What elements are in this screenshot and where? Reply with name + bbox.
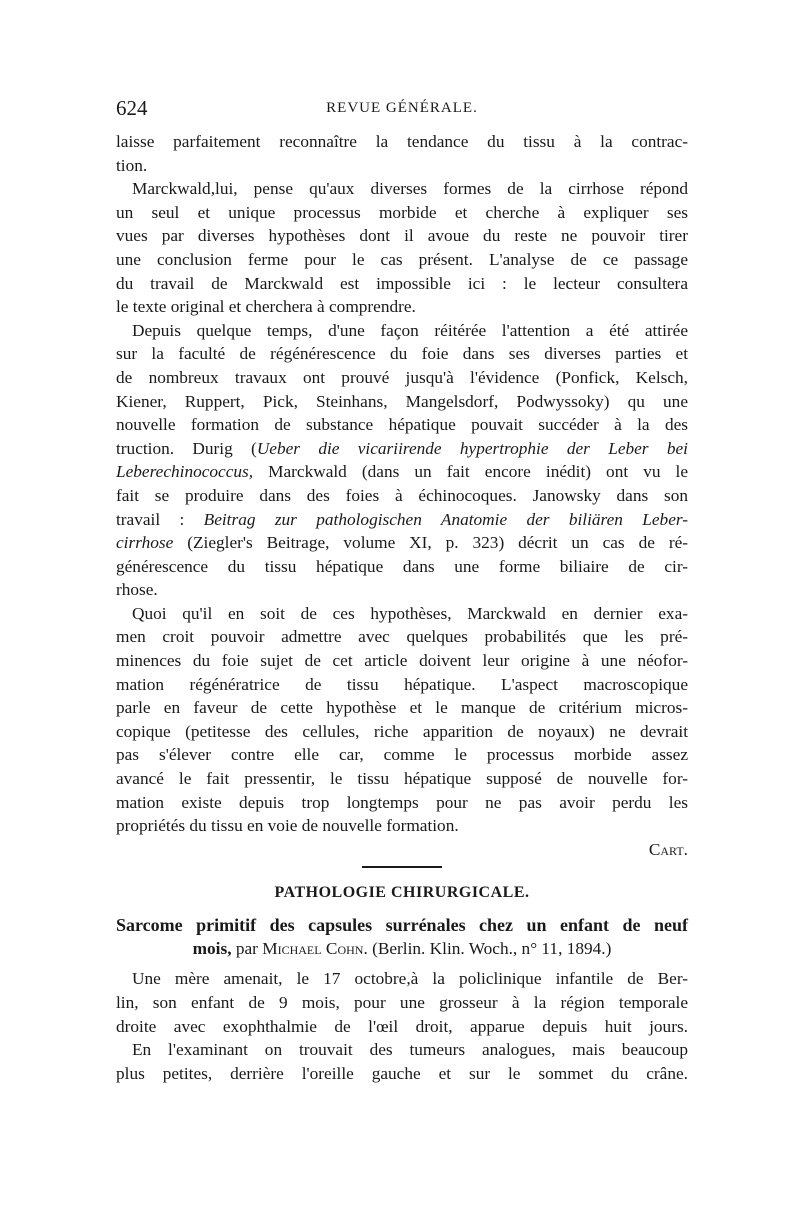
text-line: Kiener, Ruppert, Pick, Steinhans, Mangelsdorf, Podwyssoky) qu une (116, 391, 688, 411)
text-line: Marckwald,lui, pense qu'aux diverses formes de la cirrhose répond (132, 179, 688, 199)
text-line (116, 531, 688, 555)
text-line: rhose. (116, 580, 158, 600)
text-run: Marckwald (dans un fait encore inédit) ont vu le (253, 462, 688, 482)
text-line: minences du foie sujet de cet article doivent leur origine à une néofor- (116, 651, 688, 671)
text-line: propriétés du tissu en voie de nouvelle formation. (116, 816, 459, 836)
text-line: Quoi qu'il en soit de ces hypothèses, Marckwald en dernier exa- (132, 603, 688, 623)
text-line: nouvelle formation de substance hépatique pouvait succéder à la des (116, 415, 688, 435)
page-body (116, 130, 688, 1085)
text-line: fait se produire dans des foies à échinocoques. Janowsky dans son (116, 485, 688, 505)
running-title: REVUE GÉNÉRALE. (326, 100, 478, 116)
article-title-end: mois, (192, 939, 232, 959)
cited-title: cirrhose (116, 533, 174, 553)
section-title: PATHOLOGIE CHIRURGICALE. (274, 884, 530, 902)
running-header (116, 96, 688, 122)
author-signature: Cart. (648, 839, 688, 859)
article-citation: . (Berlin. Klin. Woch., n° 11, 1894.) (363, 939, 612, 959)
cited-title: Ueber die vicariirende hypertrophie der Leber bei (256, 438, 688, 458)
text-line: générescence du tissu hépatique dans une forme biliaire de cir- (116, 556, 688, 576)
text-line: plus petites, derrière l'oreille gauche et sur le sommet du crâne. (116, 1063, 688, 1083)
text-line: de nombreux travaux ont prouvé jusqu'à l'évidence (Ponfick, Kelsch, (116, 367, 688, 387)
article-title: Sarcome primitif des capsules surrénales chez un enfant de neuf (116, 915, 688, 936)
text-line: droite avec exophthalmie de l'œil droit, apparue depuis huit jours. (116, 1016, 688, 1036)
text-line: parle en faveur de cette hypothèse et le manque de critérium micros- (116, 698, 688, 718)
text-line: Une mère amenait, le 17 octobre,à la policlinique infantile de Ber- (132, 969, 688, 989)
text-line: du travail de Marckwald est impossible ici : le lecteur consultera (116, 273, 688, 293)
page-number: 624 (116, 96, 148, 120)
text-line: une conclusion ferme pour le cas présent. L'analyse de ce passage (116, 249, 688, 269)
text-line (116, 437, 688, 461)
text-line: pas s'élever contre elle car, comme le processus morbide assez (116, 745, 688, 765)
article-byline (116, 937, 688, 961)
section-divider (116, 861, 688, 873)
cited-title: Beitrag zur pathologischen Anatomie der biliären Leber- (203, 509, 688, 529)
text-line: laisse parfaitement reconnaître la tendance du tissu à la contrac- (116, 132, 688, 151)
text-line: vues par diverses hypothèses dont il avoue du reste ne pouvoir tirer (116, 226, 688, 246)
text-line (116, 508, 688, 532)
text-line: En l'examinant on trouvait des tumeurs analogues, mais beaucoup (132, 1040, 688, 1060)
text-line: men croit pouvoir admettre avec quelques probabilités que les pré- (116, 627, 688, 647)
text-line: avancé le fait pressentir, le tissu hépatique supposé de nouvelle for- (116, 769, 688, 789)
text-line: copique (petitesse des cellules, riche apparition de noyaux) ne devrait (116, 721, 688, 741)
byline-text: par (231, 939, 263, 959)
text-run: Durig ( (192, 438, 257, 458)
text-line (116, 460, 688, 484)
text-run: (Ziegler's Beitrage, volume XI, p. 323) décrit un cas de ré- (173, 533, 688, 553)
text-line: Depuis quelque temps, d'une façon réitérée l'attention a été attirée (132, 320, 688, 340)
text-run: truction. (116, 438, 175, 458)
text-line: un seul et unique processus morbide et cherche à expliquer ses (116, 202, 688, 222)
text-line: lin, son enfant de 9 mois, pour une grosseur à la région temporale (116, 993, 688, 1012)
text-line: mation existe depuis trop longtemps pour ne pas avoir perdu les (116, 792, 688, 812)
cited-title: Leberechinococcus, (116, 462, 254, 482)
text-run: travail : (116, 509, 204, 529)
text-line: sur la faculté de régénérescence du foie dans ses diverses parties et (116, 344, 688, 364)
article-author: Michael Cohn (262, 939, 364, 959)
text-line: le texte original et cherchera à comprendre. (116, 297, 416, 317)
text-line: tion. (116, 155, 148, 175)
text-line: mation régénératrice de tissu hépatique. L'aspect macroscopique (116, 674, 688, 694)
